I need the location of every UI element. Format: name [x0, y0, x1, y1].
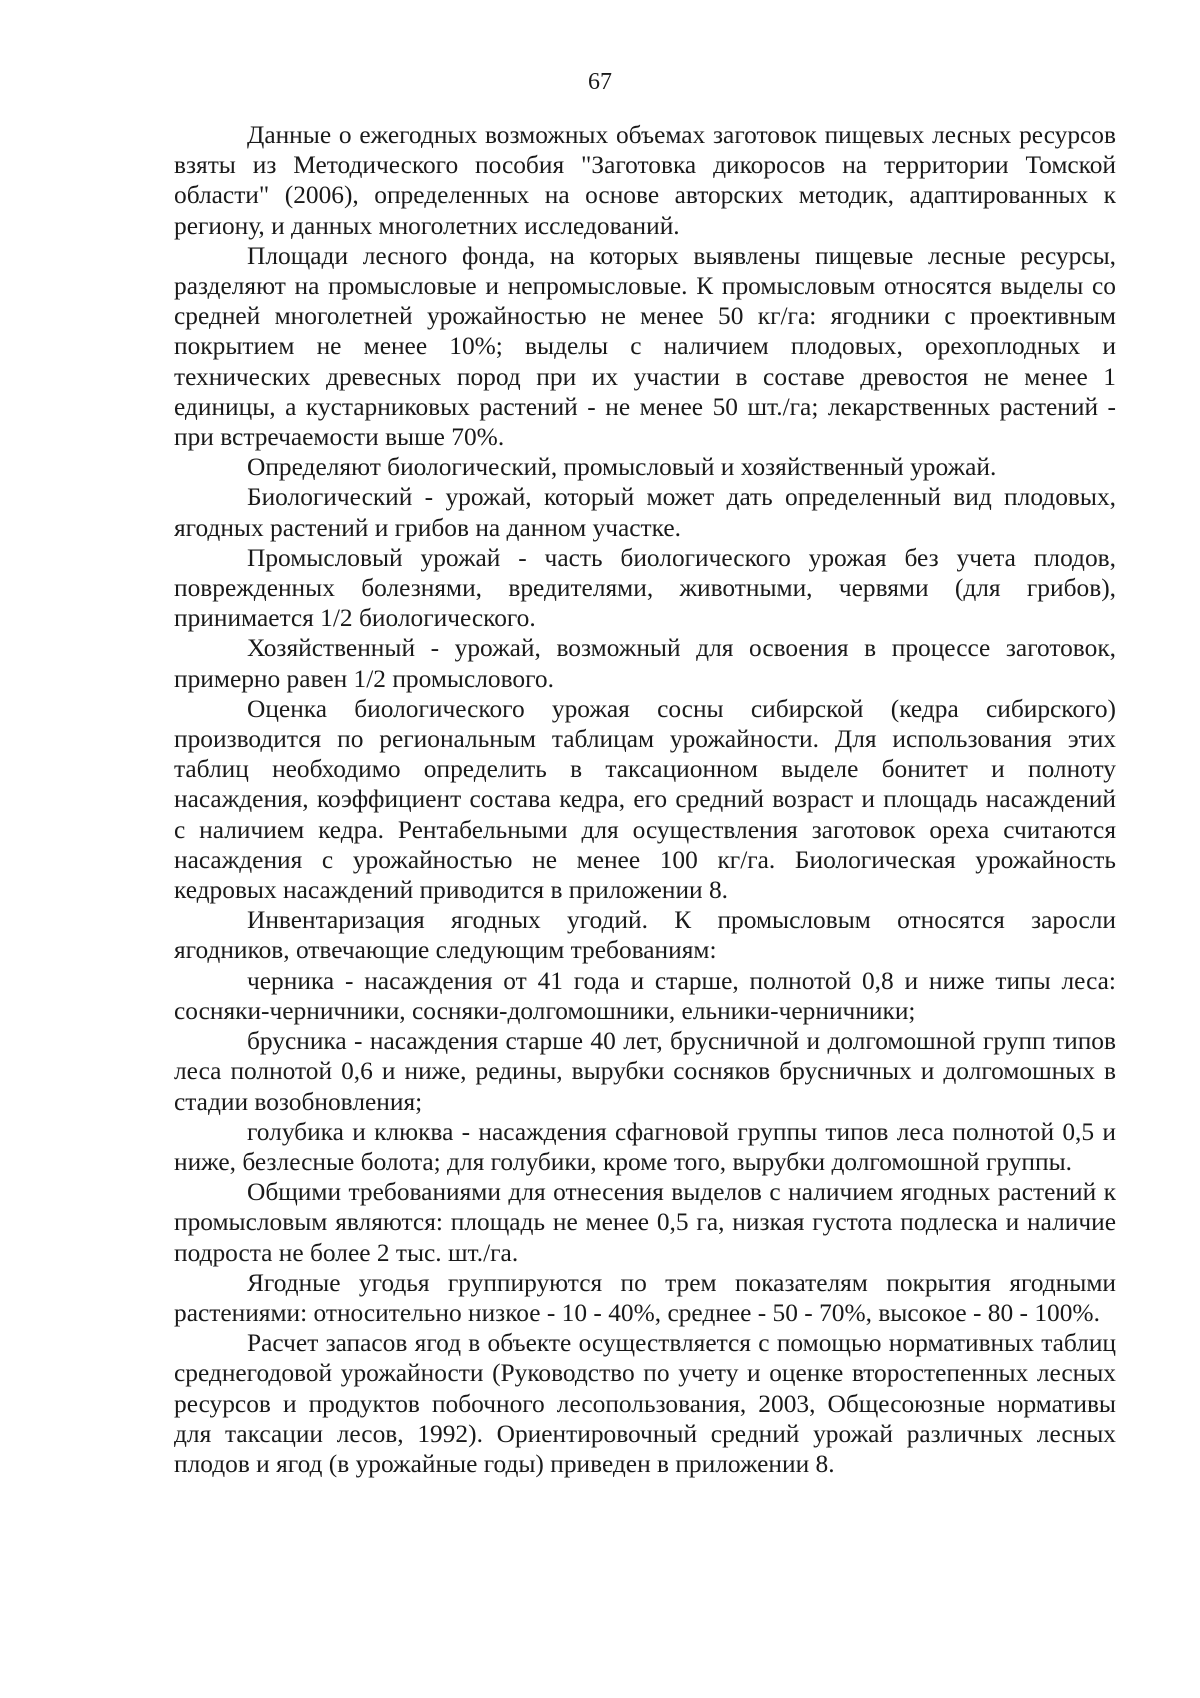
paragraph-harvest-data-source: Данные о ежегодных возможных объемах заготовок пищевых лесных ресурсов взяты из Методического пособия "Заготовка дикоросов на территории Томской области" (2006), определенных на основе авторских методик, адаптированных к региону, и данных многолетних исследований.: [174, 121, 1116, 240]
paragraph-lingonberry-requirements: брусника - насаждения старше 40 лет, брусничной и долгомошной групп типов леса полнотой 0,6 и ниже, редины, вырубки сосняков брусничных и долгомошных в стадии возобновления;: [174, 1027, 1116, 1116]
body-text: [174, 120, 1116, 1479]
paragraph-berry-land-grouping: Ягодные угодья группируются по трем показателям покрытия ягодными растениями: относительно низкое - 10 - 40%, среднее - 50 - 70%, высокое - 80 - 100%.: [174, 1268, 1116, 1327]
paragraph-berry-inventory: Инвентаризация ягодных угодий. К промысловым относятся заросли ягодников, отвечающие следующим требованиям:: [174, 906, 1116, 965]
paragraph-cedar-harvest-assessment: Оценка биологического урожая сосны сибирской (кедра сибирского) производится по региональным таблицам урожайности. Для использования этих таблиц необходимо определить в таксационном выделе бонитет и полноту насаждения, коэффициент состава кедра, его средний возраст и площадь насаждений с наличием кедра. Рентабельными для осуществления заготовок ореха считаются насаждения с урожайностью не менее 100 кг/га. Биологическая урожайность кедровых насаждений приводится в приложении 8.: [174, 694, 1116, 905]
paragraph-harvest-types: Определяют биологический, промысловый и хозяйственный урожай.: [247, 453, 997, 482]
paragraph-biological-harvest: Биологический - урожай, который может дать определенный вид плодовых, ягодных растений и грибов на данном участке.: [174, 483, 1116, 542]
paragraph-commercial-harvest: Промысловый урожай - часть биологического урожая без учета плодов, поврежденных болезнями, вредителями, животными, червями (для грибов), принимается 1/2 биологического.: [174, 543, 1116, 633]
paragraph-general-requirements: Общими требованиями для отнесения выделов с наличием ягодных растений к промысловым являются: площадь не менее 0,5 га, низкая густота подлеска и наличие подроста не более 2 тыс. шт./га.: [174, 1178, 1116, 1267]
paragraph-berry-stock-calculation: Расчет запасов ягод в объекте осуществляется с помощью нормативных таблиц среднегодовой урожайности (Руководство по учету и оценке второстепенных лесных ресурсов и продуктов побочного лесопользования, 2003, Общесоюзные нормативы для таксации лесов, 1992). Ориентировочный средний урожай различных лесных плодов и ягод (в урожайные годы) приведен в приложении 8.: [174, 1329, 1116, 1478]
paragraph-forest-fund-areas: Площади лесного фонда, на которых выявлены пищевые лесные ресурсы, разделяют на промысловые и непромысловые. К промысловым относятся выделы со средней многолетней урожайностью не менее 50 кг/га: ягодники с проективным покрытием не менее 10%; выделы с наличием плодовых, орехоплодных и технических древесных пород при их участии в составе древостоя не менее 1 единицы, а кустарниковых растений - не менее 50 шт./га; лекарственных растений - при встречаемости выше 70%.: [174, 241, 1116, 452]
paragraph-bilberry-requirements: черника - насаждения от 41 года и старше, полнотой 0,8 и ниже типы леса: сосняки-черничники, сосняки-долгомошники, ельники-черничники;: [174, 966, 1116, 1025]
page-number: 67: [588, 69, 612, 95]
paragraph-economic-harvest: Хозяйственный - урожай, возможный для освоения в процессе заготовок, примерно равен 1/2 промыслового.: [174, 634, 1116, 693]
paragraph-blueberry-cranberry-requirements: голубика и клюква - насаждения сфагновой группы типов леса полнотой 0,5 и ниже, безлесные болота; для голубики, кроме того, вырубки долгомошной группы.: [174, 1117, 1116, 1176]
